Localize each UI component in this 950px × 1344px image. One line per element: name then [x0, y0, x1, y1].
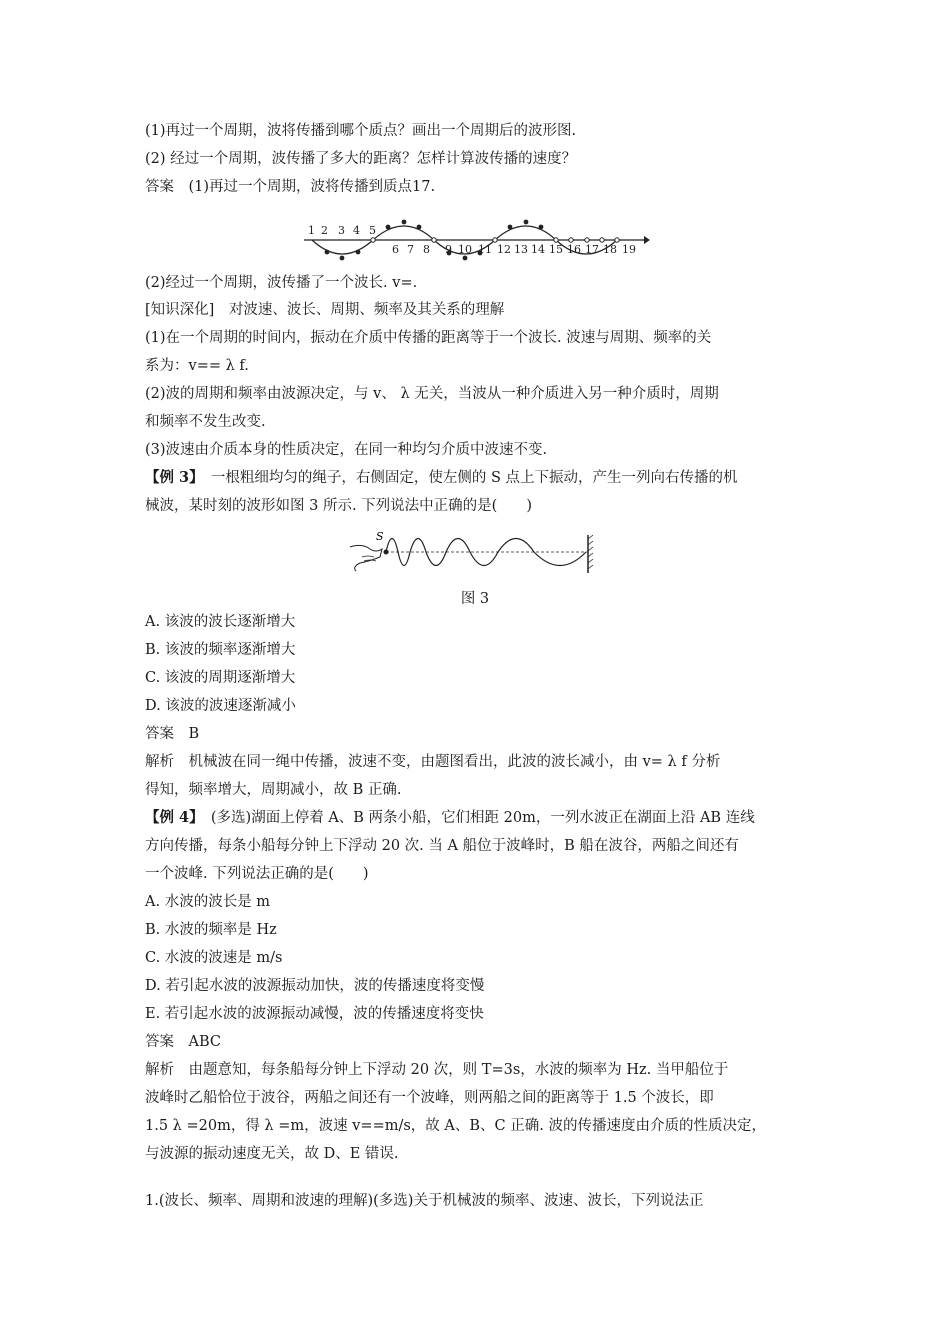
tick-label: 5: [369, 224, 376, 237]
analysis-4-line-2: 波峰时乙船恰位于波谷，两船之间还有一个波峰，则两船之间的距离等于 1.5 个波长，即: [145, 1090, 714, 1106]
exercise-1: 1.(波长、频率、周期和波速的理解)(多选)关于机械波的频率、波速、波长，下列说法正: [145, 1193, 704, 1209]
tick-label: 19: [622, 243, 636, 256]
knowledge-heading: [知识深化] 对波速、波长、周期、频率及其关系的理解: [145, 302, 505, 318]
question-1: (1)再过一个周期，波将传播到哪个质点？画出一个周期后的波形图.: [145, 123, 577, 139]
tick-label: 7: [407, 243, 414, 256]
hand-fingers-icon: [362, 556, 376, 561]
tick-label: 14: [531, 243, 545, 256]
option-a: A. 水波的波长是 m: [145, 894, 271, 910]
example-3-label: 【例 3】: [145, 469, 197, 486]
knowledge-1a: (1)在一个周期的时间内，振动在介质中传播的距离等于一个波长. 波速与周期、频率的关: [145, 330, 712, 346]
answer-1: 答案 (1)再过一个周期，波将传播到质点17.: [145, 179, 436, 195]
tick-label: 4: [353, 224, 360, 237]
source-label: S: [376, 530, 384, 543]
rope-wave-figure: [346, 527, 602, 577]
answer-2: (2)经过一个周期，波传播了一个波长. v=.: [145, 275, 418, 291]
option-c: C. 水波的波速是 m/s: [145, 950, 283, 966]
knowledge-3: (3)波速由介质本身的性质决定，在同一种均匀介质中波速不变.: [145, 442, 548, 458]
option-d: D. 若引起水波的波源振动加快，波的传播速度将变慢: [145, 978, 485, 994]
tick-label: 6: [392, 243, 399, 256]
figure-3-caption: 图 3: [460, 591, 490, 607]
example-4-label: 【例 4】: [145, 809, 197, 826]
option-a: A. 该波的波长逐渐增大: [145, 614, 296, 630]
tick-label: 3: [338, 224, 345, 237]
tick-label: 2: [321, 224, 328, 237]
wave-particle-figure: [300, 212, 650, 268]
tick-label: 18: [603, 243, 617, 256]
example-4-line-1: 【例 4】 (多选)湖面上停着 A、B 两条小船，它们相距 20m，一列水波正在湖面上沿 AB 连线: [145, 809, 755, 826]
option-b: B. 该波的频率逐渐增大: [145, 642, 296, 658]
option-c: C. 该波的周期逐渐增大: [145, 670, 296, 686]
analysis-3-line-2: 得知，频率增大，周期减小，故 B 正确.: [145, 782, 402, 798]
question-2: (2) 经过一个周期，波传播了多大的距离？怎样计算波传播的速度？: [145, 151, 577, 167]
analysis-4-line-3: 1.5 λ =20m，得 λ =m，波速 v==m/s，故 A、B、C 正确. 波的传播速度由介质的性质决定，: [145, 1118, 766, 1134]
option-b: B. 水波的频率是 Hz: [145, 922, 277, 938]
tick-label: 15: [549, 243, 563, 256]
knowledge-2a: (2)波的周期和频率由波源决定，与 v、 λ 无关，当波从一种介质进入另一种介质时，周期: [145, 386, 719, 402]
option-e: E. 若引起水波的波源振动减慢，波的传播速度将变快: [145, 1006, 484, 1022]
tick-label: 1: [308, 224, 315, 237]
tick-label: 9: [445, 243, 452, 256]
tick-label: 10: [458, 243, 472, 256]
axis-arrow: [644, 236, 650, 244]
analysis-4-line-4: 与波源的振动速度无关，故 D、E 错误.: [145, 1146, 399, 1162]
knowledge-2b: 和频率不发生改变.: [145, 414, 266, 430]
tick-label: 16: [567, 243, 581, 256]
example-4-line-3: 一个波峰. 下列说法正确的是( ): [145, 866, 369, 882]
tick-label: 12: [497, 243, 511, 256]
hand-icon: [350, 545, 382, 571]
tick-label: 17: [585, 243, 599, 256]
knowledge-1b: 系为：v== λ f.: [145, 358, 249, 374]
option-d: D. 该波的波速逐渐减小: [145, 698, 296, 714]
tick-label: 11: [478, 243, 492, 256]
answer-4: 答案 ABC: [145, 1034, 221, 1050]
tick-label: 13: [514, 243, 528, 256]
analysis-3-line-1: 解析 机械波在同一绳中传播，波速不变，由题图看出，此波的波长减小，由 v= λ f 分析: [145, 754, 721, 770]
example-4-line-2: 方向传播，每条小船每分钟上下浮动 20 次. 当 A 船位于波峰时，B 船在波谷，两船之间还有: [145, 838, 739, 854]
analysis-4-line-1: 解析 由题意知，每条船每分钟上下浮动 20 次，则 T=3s，水波的频率为 Hz. 当甲船位于: [145, 1062, 729, 1078]
tick-label: 8: [423, 243, 430, 256]
example-3-line-2: 械波，某时刻的波形如图 3 所示. 下列说法中正确的是( ): [145, 498, 532, 514]
answer-3: 答案 B: [145, 726, 200, 742]
example-3-line-1: 【例 3】 一根粗细均匀的绳子，右侧固定，使左侧的 S 点上下振动，产生一列向右传播的机: [145, 469, 738, 486]
